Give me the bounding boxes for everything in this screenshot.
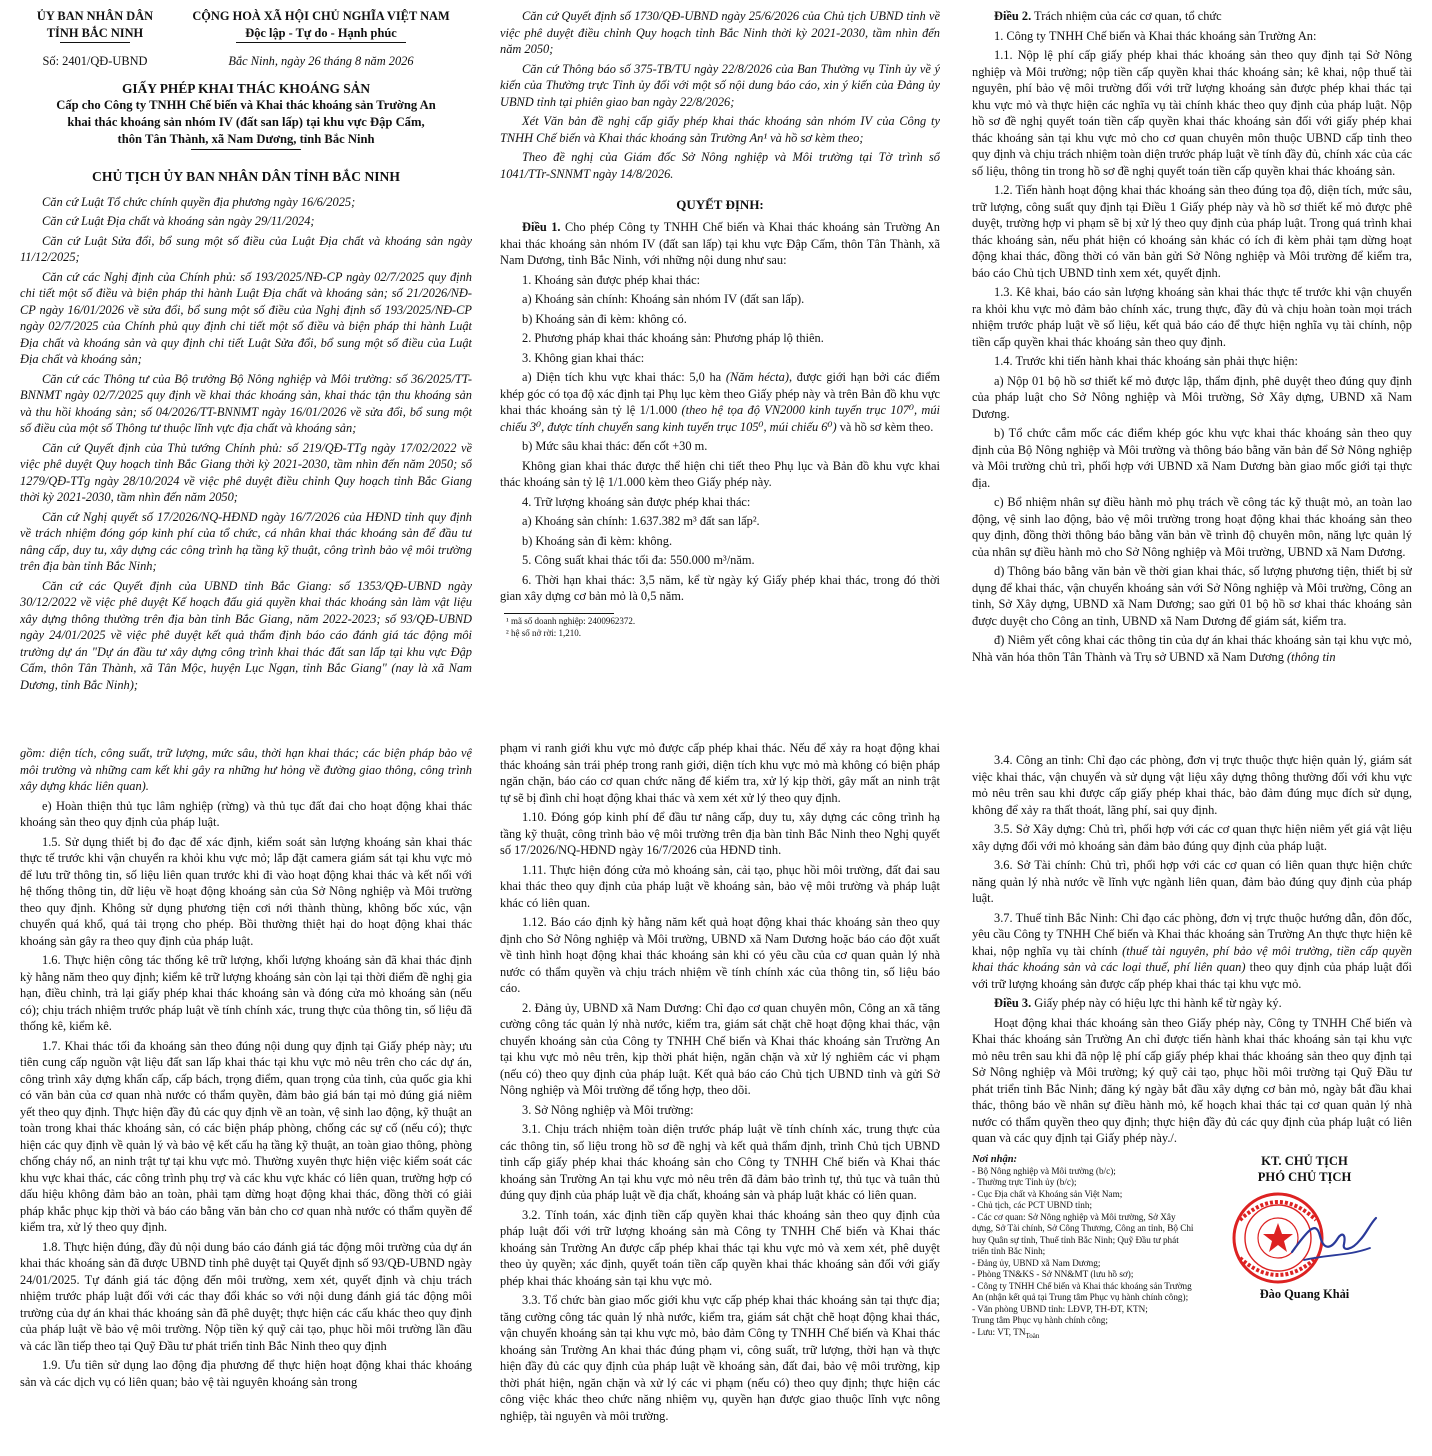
clause (972, 910, 1412, 993)
legal-basis: Căn cứ các Thông tư của Bộ trưởng Bộ Nông nghiệp và Môi trường: số 36/2025/TT-BNNMT ngày 02/7/2025 quy định về khai thác khoáng sản, khai thác tận thu khoáng sản và thu hồi khoáng sản; số 04/2026/TT-BNNMT ngày 16/01/2026 về sửa đổi, bổ sung một số điều của một số Thông tư thuộc lĩnh vực địa chất và khoáng sản; (20, 371, 472, 436)
footnote: ² hệ số nở rời: 1,210. (506, 627, 581, 638)
clause: 1.6. Thực hiện công tác thống kê trữ lượng, khối lượng khoáng sản đã khai thác định kỳ hằng năm theo quy định; kiểm kê trữ lượng khoáng sản còn lại tại thời điểm đề nghị gia hạn, điều chỉnh, trả lại giấy phép khai thác khoáng sản và đóng cửa mỏ khoáng sản (nếu có); chịu trách nhiệm trước pháp luật về tính chính xác, trung thực của thông tin, số liệu đã thống kê, kiểm kê. (20, 953, 472, 1033)
legal-basis: Căn cứ các Nghị định của Chính phủ: số 193/2025/NĐ-CP ngày 02/7/2025 quy định chi tiết một số điều và biện pháp thi hành Luật Địa chất và khoáng sản; số 21/2026/NĐ-CP ngày 16/01/2026 về sửa đổi, bổ sung một số điều của Nghị định số 193/2025/NĐ-CP ngày 02/7/2025 của Chính phủ quy định chi tiết một số điều và biện pháp thi hành Luật Địa chất và khoáng sản và quy định chi tiết Luật Sửa đổi, bổ sung một số điều của Luật Địa chất và khoáng sản; (20, 269, 472, 367)
article-2-text: Trách nhiệm của các cơ quan, tổ chức (1031, 9, 1222, 23)
official-seal-icon (1220, 1190, 1390, 1286)
legal-basis: Theo đề nghị của Giám đốc Sở Nông nghiệp và Môi trường tại Tờ trình số 1041/TTr-SNNMT ngày 14/8/2026. (500, 150, 940, 181)
clause: 3.2. Tính toán, xác định tiền cấp quyền khai thác khoáng sản theo quy định của pháp luật đối với trữ lượng khoáng sản mà Công ty TNHH Chế biến và Khai thác khoáng sản Trường An được cấp phép khai thác tại khu vực mỏ và xem xét, phê duyệt theo ủy quyền; xác định, quyết toán tiền cấp quyền khai thác khoáng sản đối với giấy phép khai thác khoáng sản tại khu vực mỏ. (500, 1207, 940, 1288)
article-3 (972, 995, 1412, 1012)
article-3-text: Giấy phép này có hiệu lực thi hành kể từ ngày ký. (1031, 996, 1282, 1010)
clause: b) Tổ chức cắm mốc các điểm khép góc khu vực khai thác khoáng sản theo quy định của Bộ Nông nghiệp và Môi trường và thông báo bằng văn bản để Sở Nông nghiệp và Môi trường chủ trì, phối hợp với UBND xã Nam Dương bàn giao mốc giới tại thực địa. (972, 426, 1412, 490)
article-3-label: Điều 3. (994, 996, 1032, 1010)
closing-block (972, 1153, 1412, 1341)
decision-heading: QUYẾT ĐỊNH: (676, 197, 764, 212)
article-1 (500, 219, 940, 269)
issuing-authority-line1: ỦY BAN NHÂN DÂN (36, 9, 154, 23)
text-run: - Lưu: VT, TN (972, 1326, 1026, 1337)
text-run-italic: (thuế tài nguyên, phí bảo vệ môi trường, tiền cấp quyền khai thác khoáng sản và các loại thuế, phí liên quan) (972, 943, 1412, 974)
clause: 1.9. Ưu tiên sử dụng lao động địa phương để thực hiện hoạt động khai thác khoáng sản và các dịch vụ có liên quan; bảo vệ tài nguyên khoáng sản trong (20, 1358, 472, 1389)
article-1-item-3a (500, 369, 940, 435)
legal-basis: Căn cứ Quyết định của Thủ tướng Chính phủ: số 219/QĐ-TTg ngày 17/02/2022 về việc phê duyệt Quy hoạch tỉnh Bắc Giang thời kỳ 2021-2030, tầm nhìn đến năm 2050; số 1279/QĐ-TTg ngày 28/10/2024 về việc phê duyệt điều chỉnh Quy hoạch tỉnh Bắc Giang thời kỳ 2021-2030, tầm nhìn đến năm 2050; (20, 440, 472, 505)
clause: d) Thông báo bằng văn bản về thời gian khai thác, số lượng phương tiện, thiết bị sử dụng để khai thác, vận chuyển khoáng sản với Sở Nông nghiệp và Môi trường, Công an tỉnh, Sở Xây dựng, UBND xã Nam Dương; sao gửi 01 bộ hồ sơ khai thác khoáng sản được duyệt cho Công an tỉnh, UBND xã Nam Dương để giám sát, kiểm tra. (972, 564, 1412, 628)
recipient-item: Trung tâm Phục vụ hành chính công; (972, 1315, 1108, 1326)
footnote-separator (504, 613, 614, 614)
text-run: 3.7. Thuế tỉnh Bắc Ninh: Chỉ đạo các phòng, đơn vị trực thuộc hướng dẫn, đôn đốc, yêu cầu Công ty TNHH Chế biến và Khai thác khoáng sản Trường An thực thực hiện kê khai, nộp nghĩa vụ tài chính (972, 910, 1412, 958)
legal-basis: Căn cứ Luật Tổ chức chính quyền địa phương ngày 16/6/2025; (42, 194, 356, 209)
document-subtitle-2: khai thác khoáng sản nhóm IV (đất san lấp) tại khu vực Đập Cấm, (67, 115, 425, 130)
article-1-item: 3. Không gian khai thác: (522, 350, 645, 365)
clause: 3.3. Tổ chức bàn giao mốc giới khu vực cấp phép khai thác khoáng sản tại thực địa; tăng cường công tác quản lý nhà nước, kiểm tra, giám sát chặt chẽ hoạt động khai thác, vận chuyển khoáng sản tại khu vực mỏ, bảo đảm Công ty TNHH Chế biến và Khai thác khoáng sản Trường An khai thác đúng phạm vi, công suất, trữ lượng, thời hạn và thực hiện đầy đủ các quy định của pháp luật về khoáng sản, đất đai, bảo vệ môi trường, kịp thời phát hiện, ngăn chặn và xử lý các vi phạm (nếu có) theo quy định; thực hiện các công việc khác theo chức năng nhiệm vụ, quyền hạn được giao thuộc lĩnh vực nông nghiệp, tài nguyên và môi trường. (500, 1293, 940, 1423)
recipient-item: - Đảng ủy, UBND xã Nam Dương; (972, 1257, 1101, 1268)
recipients-list (972, 1153, 1197, 1341)
article-1-item: a) Khoáng sản chính: 1.637.382 m³ đất san lấp². (522, 514, 760, 529)
text-run: theo quy định của pháp luật đối với trữ lượng khoáng sản được cấp phép khai thác tại khu vực mỏ. (972, 960, 1412, 991)
recipient-item: - Phòng TN&KS - Sở NN&MT (lưu hồ sơ); (972, 1269, 1134, 1280)
clause: 2. Đảng ủy, UBND xã Nam Dương: Chỉ đạo cơ quan chuyên môn, Công an xã tăng cường công tác quản lý nhà nước, kiểm tra, giám sát chặt chẽ hoạt động khai thác, vận chuyển khoáng sản của Công ty TNHH Chế biến và Khai thác khoáng sản Trường An tại khu vực mỏ nêu trên, kịp thời phát hiện, ngăn chặn và xử lý nghiêm các vi phạm (nếu có) theo quy định của pháp luật. Kết quả báo cáo Chủ tịch UBND tỉnh và gửi Sở Nông nghiệp và Môi trường để tổng hợp, theo dõi. (500, 1000, 940, 1097)
recipient-item: - Cục Địa chất và Khoáng sản Việt Nam; (972, 1188, 1123, 1199)
article-2 (972, 8, 1412, 25)
page-1-top-right (972, 8, 1412, 723)
clause: 3.4. Công an tỉnh: Chỉ đạo các phòng, đơn vị trực thuộc thực hiện quản lý, giám sát việc khai thác, vận chuyển và sử dụng vật liệu xây dựng thông thường đối với khu vực mỏ nêu trên sau khi được cấp giấy phép khai thác, bảo đảm đúng mục đích sử dụng, không để xảy ra thất thoát, lãng phí, sai quy định. (972, 753, 1412, 817)
article-1-item: 4. Trữ lượng khoáng sản được phép khai thác: (522, 494, 751, 509)
document-number: Số: 2401/QĐ-UBND (42, 54, 148, 68)
text-run-italic: (Năm hécta) (725, 370, 789, 385)
clause: 1.4. Trước khi tiến hành khai thác khoáng sản phải thực hiện: (994, 354, 1298, 368)
recipient-item: - Các cơ quan: Sở Nông nghiệp và Môi trường, Sở Xây dựng, Sở Tài chính, Sở Công Thương, Công an tỉnh, Bộ Chỉ huy Quân sự tỉnh, Thuế tỉnh Bắc Ninh; Quỹ Đầu tư phát triển tỉnh Bắc Ninh; (972, 1211, 1194, 1257)
page-1-top-middle (500, 8, 940, 723)
clause: 1.2. Tiến hành hoạt động khai thác khoáng sản theo đúng tọa độ, diện tích, mức sâu, trữ lượng, công suất quy định tại Điều 1 Giấy phép này và hồ sơ thiết kế mỏ được phê duyệt, trường hợp vi phạm sẽ bị xử lý theo quy định của pháp luật. Trong quá trình khai thác khoáng sản, nếu phát hiện có khoáng sản khác có ích đi kèm phải tạm dừng hoạt động khai thác, đồng thời có văn bản gửi Sở Nông nghiệp và Môi trường để kiểm tra, báo cáo Chủ tịch UBND tỉnh xem xét, quyết định. (972, 183, 1412, 280)
legal-basis: Căn cứ các Quyết định của UBND tỉnh Bắc Giang: số 1353/QĐ-UBND ngày 30/12/2022 về việc phê duyệt Kế hoạch đấu giá quyền khai thác khoáng sản làm vật liệu xây dựng thông thường trên địa bàn tỉnh Bắc Giang, năm 2022-2023; số 93/QĐ-UBND ngày 24/01/2025 về việc phê duyệt kết quả thẩm định báo cáo đánh giá tác động môi trường dự án "Dự án đầu tư xây dựng công trình khai thác đất san lấp tại khu vực Đập Cấm, thôn Tân Thành, xã Tân Mộc, huyện Lục Ngạn, tỉnh Bắc Giang" (nay là xã Nam Dương, tỉnh Bắc Ninh); (20, 578, 472, 692)
article-1-item: b) Khoáng sản đi kèm: không. (522, 533, 673, 548)
recipient-item: - Chủ tịch, các PCT UBND tỉnh; (972, 1200, 1093, 1211)
text-run: a) Diện tích khu vực khai thác: 5,0 ha (522, 370, 726, 385)
recipient-item: - Văn phòng UBND tỉnh: LĐVP, TH-ĐT, KTN; (972, 1303, 1148, 1314)
article-1-item: b) Khoáng sản đi kèm: không có. (522, 311, 687, 326)
clause: 1.3. Kê khai, báo cáo sản lượng khoáng sản khai thác thực tế trước khi vận chuyển ra khỏi khu vực mỏ đảm bảo chính xác, trung thực, đầy đủ và chịu hoàn toàn mọi trách nhiệm trước pháp luật về số liệu, kết quả báo cáo để thực hiện nghĩa vụ tài chính, nộp tiền cấp quyền khai thác khoáng sản theo quy định. (972, 285, 1412, 349)
signer-name: Đào Quang Khải (1259, 1286, 1350, 1301)
clause (972, 632, 1412, 665)
text-run-italic: (theo hệ tọa độ VN2000 kinh tuyến trục 107⁰, múi chiếu 3⁰, được tính chuyển sang kinh tuyến trục 105⁰, múi chiếu 6⁰) (500, 403, 940, 434)
recipients-heading: Nơi nhận: (972, 1153, 1018, 1165)
footnote: ¹ mã số doanh nghiệp: 2400962372. (506, 615, 636, 626)
article-1-item: 2. Phương pháp khai thác khoáng sản: Phương pháp lộ thiên. (522, 331, 824, 346)
text-run-italic: (thông tin (1287, 649, 1336, 664)
document-subtitle-3: thôn Tân Thành, xã Nam Dương, tỉnh Bắc Ninh (117, 131, 375, 146)
clause: c) Bổ nhiệm nhân sự điều hành mỏ phụ trách về công tác kỹ thuật mỏ, an toàn lao động, vệ sinh lao động, bảo vệ môi trường trong hoạt động khai thác khoáng sản theo quy định, đồng thời thông báo bằng văn bản về trình độ chuyên môn, năng lực quản lý của nhân sự điều hành mỏ cho Sở Nông nghiệp và Môi trường, UBND xã Nam Dương. (972, 495, 1412, 559)
place-date: Bắc Ninh, ngày 26 tháng 8 năm 2026 (228, 54, 414, 68)
clause: 1.12. Báo cáo định kỳ hằng năm kết quả hoạt động khai thác khoáng sản theo quy định cho Sở Nông nghiệp và Môi trường, UBND xã Nam Dương hoặc báo cáo đột xuất về tình hình hoạt động khai thác khoáng sản khi có yêu cầu của cơ quan quản lý nhà nước có thẩm quyền và chịu trách nhiệm về tính chính xác của thông tin, số liệu báo cáo. (500, 915, 940, 995)
legal-basis: Căn cứ Luật Địa chất và khoáng sản ngày 29/11/2024; (42, 214, 315, 229)
clause-continued: gồm: diện tích, công suất, trữ lượng, mức sâu, thời hạn khai thác; các biện pháp bảo vệ môi trường và những cam kết khi gây ra những hư hỏng về đường giao thông, công trình xây dựng khác liên quan). (20, 746, 472, 793)
page-2-bottom-left (20, 745, 472, 1450)
legal-basis: Căn cứ Quyết định số 1730/QĐ-UBND ngày 25/6/2026 của Chủ tịch UBND tỉnh về việc phê duyệt điều chỉnh Quy hoạch tỉnh Bắc Ninh thời kỳ 2021-2030, tầm nhìn đến năm 2050; (500, 9, 940, 56)
issuing-authority-line2: TỈNH BẮC NINH (46, 25, 144, 40)
clause: 1.10. Đóng góp kinh phí để đầu tư nâng cấp, duy tu, xây dựng các công trình hạ tầng kỹ thuật, công trình bảo vệ môi trường trên địa bàn tỉnh Bắc Ninh theo Nghị quyết số 17/2026/NQ-HĐND ngày 16/7/2026 của HĐND tỉnh. (500, 810, 940, 857)
text-run: , được giới hạn bởi các điểm khép góc có tọa độ xác định tại Phụ lục kèm theo Giấy phép này và trên Bản đồ khu vực khai thác khoáng sản tỷ lệ 1/1.000 (500, 370, 940, 418)
recipient-item: - Thường trực Tỉnh ủy (b/c); (972, 1177, 1077, 1188)
article-1-item: b) Mức sâu khai thác: đến cốt +30 m. (522, 439, 708, 454)
article-1-item: 5. Công suất khai thác tối đa: 550.000 m³/năm. (522, 553, 755, 568)
recipient-item: - Bộ Nông nghiệp và Môi trường (b/c); (972, 1165, 1116, 1176)
clause: 3.5. Sở Xây dựng: Chủ trì, phối hợp với các cơ quan thực hiện niêm yết giá vật liệu xây dựng đối với mỏ khoáng sản đảm bảo đúng quy định của pháp luật. (972, 822, 1412, 853)
clause: e) Hoàn thiện thủ tục lâm nghiệp (rừng) và thủ tục đất đai cho hoạt động khai thác khoáng sản theo quy định của pháp luật. (20, 798, 472, 829)
clause: 3.1. Chịu trách nhiệm toàn diện trước pháp luật về tính chính xác, trung thực của các thông tin, số liệu trong hồ sơ đề nghị và kết quả thẩm định, trình Chủ tịch UBND tỉnh cấp giấy phép khai thác khoáng sản cho Công ty TNHH Chế biến và Khai thác khoáng sản Trường An tại khu vực mỏ nêu trên đã đảm bảo trình tự, thủ tục và tuân thủ đúng quy định của pháp luật về địa chất, khoáng sản và pháp luật khác có liên quan. (500, 1122, 940, 1202)
article-1-text: Cho phép Công ty TNHH Chế biến và Khai thác khoáng sản Trường An khai thác khoáng sản nhóm IV (đất san lấp) tại khu vực Đập Cấm, thôn Tân Thành, xã Nam Dương, tỉnh Bắc Ninh, với những nội dung như sau: (500, 220, 940, 268)
document-title: GIẤY PHÉP KHAI THÁC KHOÁNG SẢN (121, 80, 371, 96)
text-run: và hồ sơ kèm theo. (836, 419, 934, 434)
national-title: CỘNG HOÀ XÃ HỘI CHỦ NGHĨA VIỆT NAM (192, 9, 450, 23)
clause: 1. Công ty TNHH Chế biến và Khai thác khoáng sản Trường An: (994, 28, 1317, 43)
page-2-bottom-middle (500, 740, 940, 1450)
clause: 1.5. Sử dụng thiết bị đo đạc để xác định, kiểm soát sản lượng khoáng sản khai thác thực tế trước khi vận chuyển ra khỏi khu vực mỏ; lắp đặt camera giám sát tại khu vực mỏ để lưu trữ thông tin, số liệu liên quan trước khi đi vào hoạt động khai thác và kết nối với hệ thống thông tin, dữ liệu về hoạt động khoáng sản của Sở Nông nghiệp và Môi trường theo quy định. Không sử dụng phương tiện cơi nới thành thùng, không bốc xúc, vận chuyển quá khổ, quá tải trọng cho phép. Bồi thường thiệt hại do hoạt động khai thác khoáng sản gây ra theo quy định của pháp luật. (20, 834, 472, 948)
legal-basis: Căn cứ Nghị quyết số 17/2026/NQ-HĐND ngày 16/7/2026 của HĐND tỉnh quy định về trách nhiệm đóng góp kinh phí của tổ chức, cá nhân khai thác khoáng sản để đầu tư nâng cấp, duy tu, xây dựng các công trình hạ tầng kỹ thuật, công trình bảo vệ môi trường trên địa bàn tỉnh Bắc Ninh; (20, 509, 472, 574)
clause: 3.6. Sở Tài chính: Chủ trì, phối hợp với các cơ quan có liên quan thực hiện chức năng quản lý nhà nước về lĩnh vực ngành liên quan, đảm bảo đúng quy định của pháp luật. (972, 858, 1412, 905)
signer-role-2: PHÓ CHỦ TỊCH (1257, 1170, 1352, 1185)
text-run-subscript: Toàn (1025, 1331, 1040, 1340)
clause-continued: phạm vi ranh giới khu vực mỏ được cấp phép khai thác. Nếu để xảy ra hoạt động khai thác khoáng sản trái phép trong ranh giới, diện tích khu vực mỏ mà không có biện pháp ngăn chặn, báo cáo cơ quan chức năng để kiểm tra, xử lý kịp thời, gây mất an ninh trật tự sẽ bị đình chỉ hoạt động khai thác và xem xét xử lý theo quy định. (500, 741, 940, 805)
text-run: đ) Niêm yết công khai các thông tin của dự án khai thác khoáng sản tại khu vực mỏ, Nhà văn hóa thôn Tân Thành và Trụ sở UBND xã Nam Dương (972, 633, 1412, 664)
article-1-item: Không gian khai thác được thể hiện chi tiết theo Phụ lục và Bản đồ khu vực khai thác khoáng sản tỷ lệ 1/1.000 kèm theo Giấy phép này. (500, 458, 940, 490)
recipient-item (972, 1327, 1197, 1341)
legal-basis: Căn cứ Thông báo số 375-TB/TU ngày 22/8/2026 của Ban Thường vụ Tỉnh ủy về ý kiến của Thường trực Tỉnh ủy đối với một số nội dung báo cáo, xin ý kiến của Đảng ủy UBND tỉnh tại phiên giao ban ngày 22/8/2026; (500, 61, 940, 109)
article-3-body: Hoạt động khai thác khoáng sản theo Giấy phép này, Công ty TNHH Chế biến và Khai thác khoáng sản Trường An chỉ được tiến hành khai thác khoáng sản tại khu vực mỏ nêu trên sau khi đã nộp lệ phí cấp giấy phép khai thác khoáng sản theo quy định tại Sở Nông nghiệp và Môi trường; ký quỹ cải tạo, phục hồi môi trường tại Quỹ Đầu tư phát triển tỉnh Bắc Ninh; đăng ký ngày bắt đầu xây dựng cơ bản mỏ, ngày bắt đầu khai thác, thông báo về nhân sự điều hành mỏ, kế hoạch khai thác tại cơ quan quản lý nhà nước có thẩm quyền theo quy định; thực hiện đầy đủ các quy định của pháp luật có liên quan và các quy định tại Giấy phép này./. (972, 1015, 1412, 1145)
legal-basis: Căn cứ Luật Sửa đổi, bổ sung một số điều của Luật Địa chất và khoáng sản ngày 11/12/2025; (20, 233, 472, 265)
document-header (20, 8, 472, 70)
clause: 1.7. Khai thác tối đa khoáng sản theo đúng nội dung quy định tại Giấy phép này; ưu tiên cung cấp nguồn vật liệu đất san lấp khai thác tại khu vực mỏ nêu trên cho các dự án, công trình xây dựng khẩn cấp, cấp bách, trọng điểm, quan trọng của tỉnh, của quốc gia khi có văn bản của cơ quan nhà nước có thẩm quyền, đảm bảo giá bán tại mỏ đúng giá niêm yết theo quy định. Thực hiện đầy đủ các quy định về an toàn, vệ sinh lao động, kỹ thuật an toàn trong khai thác khoáng sản, có các biện pháp phòng, chống các sự cố (nếu có); thực hiện các quy định về quản lý và bảo vệ kết cấu hạ tầng kỹ thuật, an toàn giao thông, phòng chống cháy nổ, an ninh trật tự tại khu vực mỏ. Thường xuyên thực hiện việc kiểm soát các khu vực khai thác, các công trình phụ trợ và các khu vực khác có liên quan, trường hợp có dấu hiệu không đảm bảo an toàn, phải tạm dừng hoạt động khai thác, đồng thời có giải pháp khắc phục kịp thời và báo cáo bằng văn bản cho cơ quan nhà nước có thẩm quyền để kiểm tra, xử lý theo quy định. (20, 1038, 472, 1234)
article-1-item: 6. Thời hạn khai thác: 3,5 năm, kể từ ngày ký Giấy phép khai thác, trong đó thời gian xây dựng cơ bản mỏ là 0,5 năm. (500, 572, 940, 604)
clause: 1.8. Thực hiện đúng, đầy đủ nội dung báo cáo đánh giá tác động môi trường của dự án khai thác khoáng sản đã được UBND tỉnh phê duyệt tại Quyết định số 93/QĐ-UBND ngày 24/01/2025. Tự đánh giá tác động đến môi trường, xem xét, quyết định và chịu trách nhiệm trước pháp luật đối với các thay đổi khác so với nội dung đánh giá tác động môi trường của dự án khai thác khoáng sản đã phê duyệt; thực hiện các cấu khác theo quy định của pháp luật về bảo vệ môi trường. Nộp tiền ký quỹ cải tạo, phục hồi môi trường lần đầu và các lần tiếp theo tại Quỹ Đầu tư phát triển tỉnh Bắc Ninh theo quy định (20, 1239, 472, 1353)
authority-heading: CHỦ TỊCH ỦY BAN NHÂN DÂN TỈNH BẮC NINH (92, 168, 400, 184)
clause: a) Nộp 01 bộ hồ sơ thiết kế mỏ được lập, thẩm định, phê duyệt theo đúng quy định của pháp luật cho Sở Nông nghiệp và Môi trường, Sở Xây dựng, UBND xã Nam Dương. (972, 373, 1412, 421)
page-1-top-left (20, 8, 472, 723)
clause: 1.11. Thực hiện đóng cửa mỏ khoáng sản, cải tạo, phục hồi môi trường, đất đai sau khai thác theo quy định của pháp luật về khoáng sản, bảo vệ môi trường và pháp luật khác có liên quan. (500, 862, 940, 910)
article-1-item: a) Khoáng sản chính: Khoáng sản nhóm IV (đất san lấp). (522, 292, 805, 307)
page-2-bottom-right (972, 752, 1412, 1450)
article-2-label: Điều 2. (994, 9, 1032, 23)
clause: 1.1. Nộp lệ phí cấp giấy phép khai thác khoáng sản theo quy định tại Sở Nông nghiệp và Môi trường; nộp tiền cấp quyền khai thác khoáng sản; kê khai, nộp thuế tài nguyên, phí bảo vệ môi trường đối với trữ lượng khoáng sản được phép khai thác tại khu vực mỏ và thực hiện các nghĩa vụ tài chính khác theo quy định của pháp luật. Nộp hồ sơ đề nghị quyết toán tiền cấp quyền khai thác khoáng sản đối với giấy phép khai thác khoáng sản tại khu vực mỏ cho cơ quan chuyên môn thuộc UBND cấp tỉnh theo quy định và chịu trách nhiệm toàn diện trước pháp luật về tính đầy đủ, chính xác của các số liệu, thông tin trong hồ sơ đề nghị quyết toán tiền cấp quyền khai thác khoáng sản. (972, 48, 1412, 178)
signature-block (1197, 1153, 1412, 1341)
recipient-item: - Công ty TNHH Chế biến và Khai thác khoáng sản Trường An (nhận kết quả tại Trung tâm Phục vụ hành chính công); (972, 1280, 1192, 1303)
signer-role-1: KT. CHỦ TỊCH (1261, 1153, 1348, 1168)
document-subtitle-1: Cấp cho Công ty TNHH Chế biến và Khai thác khoáng sản Trường An (56, 98, 436, 113)
article-1-item: 1. Khoáng sản được phép khai thác: (522, 272, 701, 287)
handwritten-signature-icon (1292, 1218, 1376, 1252)
national-motto: Độc lập - Tự do - Hạnh phúc (245, 25, 397, 40)
clause: 3. Sở Nông nghiệp và Môi trường: (522, 1102, 694, 1117)
legal-basis: Xét Văn bản đề nghị cấp giấy phép khai thác khoáng sản nhóm IV của Công ty TNHH Chế biến và Khai thác khoáng sản Trường An¹ và hồ sơ kèm theo; (500, 114, 940, 145)
article-1-label: Điều 1. (522, 220, 561, 235)
